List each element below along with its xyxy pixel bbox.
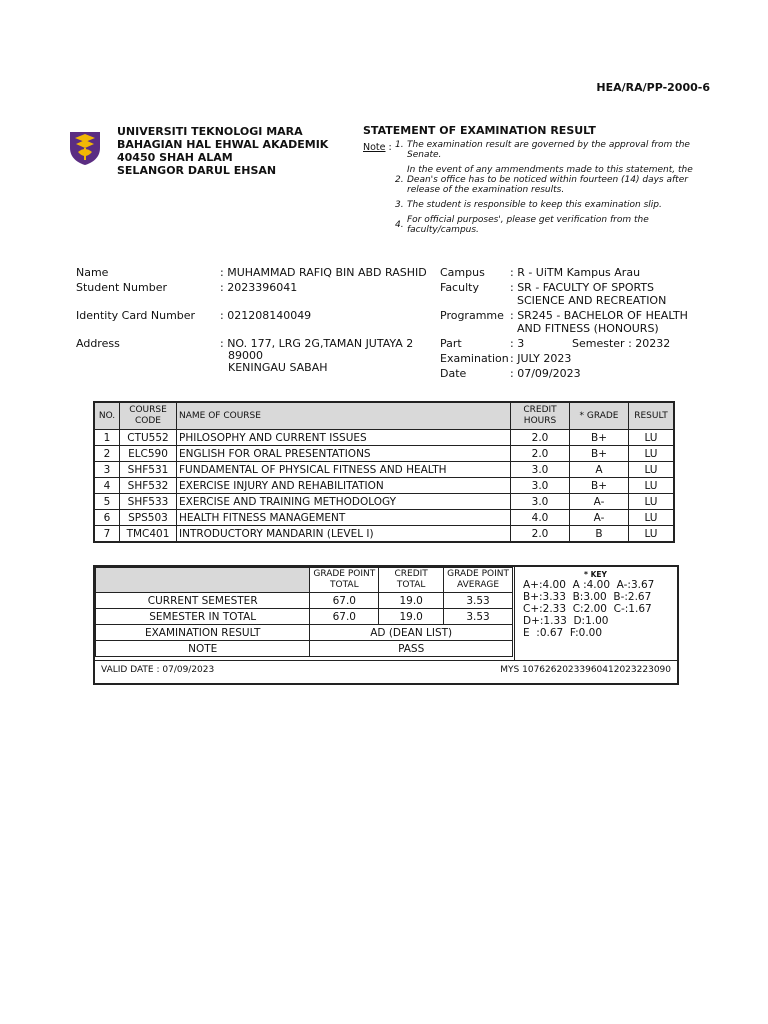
course-name: ENGLISH FOR ORAL PRESENTATIONS — [177, 446, 511, 462]
note-label: Note : — [363, 142, 392, 153]
summary-row — [96, 625, 513, 641]
course-code: SHF532 — [120, 478, 177, 494]
table-row — [94, 478, 674, 494]
summary-row — [96, 641, 513, 657]
faculty-line: : SR - FACULTY OF SPORTS — [510, 281, 655, 294]
course-no: 7 — [94, 526, 120, 543]
cell: 19.0 — [379, 593, 444, 609]
grade: B+ — [570, 446, 629, 462]
summary-header-row — [96, 568, 513, 593]
address-label: Address — [76, 337, 120, 350]
ic-label: Identity Card Number — [76, 309, 196, 322]
key-title: * KEY — [584, 570, 607, 579]
note-item: 1. The examination result are governed by the approval from the Senate. — [395, 140, 690, 160]
result: LU — [629, 510, 675, 526]
col-header: GRADE POINT TOTAL — [310, 568, 379, 593]
result: LU — [629, 478, 675, 494]
address-line: 89000 — [228, 349, 263, 362]
institution-line: 40450 SHAH ALAM — [117, 151, 233, 164]
institution-address — [117, 125, 328, 177]
course-name: EXERCISE INJURY AND REHABILITATION — [177, 478, 511, 494]
validity-footer — [95, 660, 677, 682]
course-no: 1 — [94, 430, 120, 446]
key-row: A+:4.00 A :4.00 A-:3.67 — [523, 579, 655, 591]
institution-line: UNIVERSITI TEKNOLOGI MARA — [117, 125, 303, 138]
summary-row — [96, 609, 513, 625]
part: : 3 — [510, 337, 525, 350]
faculty-label: Faculty — [440, 281, 479, 294]
statement-title: STATEMENT OF EXAMINATION RESULT — [363, 124, 596, 137]
key-row: E :0.67 F:0.00 — [523, 627, 603, 639]
course-code: ELC590 — [120, 446, 177, 462]
institution-line: BAHAGIAN HAL EHWAL AKADEMIK — [117, 138, 329, 151]
grade: A- — [570, 510, 629, 526]
part-label: Part — [440, 337, 462, 350]
cell: 19.0 — [379, 609, 444, 625]
summary-row — [96, 593, 513, 609]
row-label: EXAMINATION RESULT — [96, 625, 310, 641]
result: LU — [629, 494, 675, 510]
faculty-line: SCIENCE AND RECREATION — [517, 294, 667, 307]
col-header: CREDIT TOTAL — [379, 568, 444, 593]
credit-hours: 4.0 — [511, 510, 570, 526]
credit-hours: 3.0 — [511, 494, 570, 510]
date-label: Date — [440, 367, 467, 380]
result: LU — [629, 526, 675, 543]
document-reference: HEA/RA/PP-2000-6 — [596, 81, 710, 94]
blank-header — [96, 568, 310, 593]
course-code: TMC401 — [120, 526, 177, 543]
uitm-crest-icon — [68, 130, 102, 166]
note-value: PASS — [310, 641, 513, 657]
course-name: HEALTH FITNESS MANAGEMENT — [177, 510, 511, 526]
grade: B — [570, 526, 629, 543]
course-code: CTU552 — [120, 430, 177, 446]
col-header: CREDIT HOURS — [511, 402, 570, 430]
grade: A — [570, 462, 629, 478]
course-no: 3 — [94, 462, 120, 478]
col-header: * GRADE — [570, 402, 629, 430]
programme-line: : SR245 - BACHELOR OF HEALTH — [510, 309, 688, 322]
result: LU — [629, 446, 675, 462]
exam-result: AD (DEAN LIST) — [310, 625, 513, 641]
table-header-row — [94, 402, 674, 430]
result: LU — [629, 462, 675, 478]
cell: 3.53 — [444, 609, 513, 625]
cell: 67.0 — [310, 609, 379, 625]
credit-hours: 2.0 — [511, 526, 570, 543]
table-row — [94, 462, 674, 478]
key-row: B+:3.33 B:3.00 B-:2.67 — [523, 591, 652, 603]
col-header: GRADE POINT AVERAGE — [444, 568, 513, 593]
table-row — [94, 446, 674, 462]
serial-number: MYS 10762620233960412023223090 — [500, 665, 671, 675]
examination: : JULY 2023 — [510, 352, 572, 365]
notes-list — [395, 140, 715, 240]
courses-table — [93, 401, 675, 543]
cell: 67.0 — [310, 593, 379, 609]
credit-hours: 2.0 — [511, 430, 570, 446]
grade: A- — [570, 494, 629, 510]
course-name: FUNDAMENTAL OF PHYSICAL FITNESS AND HEALTH — [177, 462, 511, 478]
grade-key — [514, 567, 676, 660]
course-code: SHF533 — [120, 494, 177, 510]
address-line: : NO. 177, LRG 2G,TAMAN JUTAYA 2 — [220, 337, 414, 350]
col-header: NO. — [94, 402, 120, 430]
key-row: C+:2.33 C:2.00 C-:1.67 — [523, 603, 652, 615]
table-row — [94, 430, 674, 446]
table-row — [94, 494, 674, 510]
course-name: PHILOSOPHY AND CURRENT ISSUES — [177, 430, 511, 446]
student-number: : 2023396041 — [220, 281, 298, 294]
summary-panel — [93, 565, 679, 685]
summary-table — [95, 567, 513, 657]
name-label: Name — [76, 266, 109, 279]
note-item: 3. The student is responsible to keep this examination slip. — [395, 200, 662, 210]
row-label: SEMESTER IN TOTAL — [96, 609, 310, 625]
col-header: COURSE CODE — [120, 402, 177, 430]
key-row: D+:1.33 D:1.00 — [523, 615, 609, 627]
note-item: 4. For official purposes', please get verification from the faculty/campus. — [395, 215, 649, 235]
credit-hours: 3.0 — [511, 478, 570, 494]
examination-label: Examination — [440, 352, 509, 365]
table-row — [94, 526, 674, 543]
result: LU — [629, 430, 675, 446]
campus: : R - UiTM Kampus Arau — [510, 266, 641, 279]
ic-number: : 021208140049 — [220, 309, 312, 322]
student-number-label: Student Number — [76, 281, 167, 294]
col-header: NAME OF COURSE — [177, 402, 511, 430]
credit-hours: 3.0 — [511, 462, 570, 478]
campus-label: Campus — [440, 266, 485, 279]
col-header: RESULT — [629, 402, 675, 430]
row-label: CURRENT SEMESTER — [96, 593, 310, 609]
programme-label: Programme — [440, 309, 504, 322]
address-line: KENINGAU SABAH — [228, 361, 328, 374]
note-item: 2. In the event of any ammendments made to this statement, the Dean's office has to be noticed within fourteen (14) days after release of the examination results. — [395, 165, 693, 195]
course-code: SPS503 — [120, 510, 177, 526]
grade: B+ — [570, 430, 629, 446]
cell: 3.53 — [444, 593, 513, 609]
credit-hours: 2.0 — [511, 446, 570, 462]
course-name: EXERCISE AND TRAINING METHODOLOGY — [177, 494, 511, 510]
student-name: : MUHAMMAD RAFIQ BIN ABD RASHID — [220, 266, 427, 279]
valid-date: VALID DATE : 07/09/2023 — [101, 665, 215, 675]
table-row — [94, 510, 674, 526]
date: : 07/09/2023 — [510, 367, 581, 380]
institution-line: SELANGOR DARUL EHSAN — [117, 164, 277, 177]
programme-line: AND FITNESS (HONOURS) — [517, 322, 659, 335]
course-name: INTRODUCTORY MANDARIN (LEVEL I) — [177, 526, 511, 543]
grade: B+ — [570, 478, 629, 494]
course-no: 2 — [94, 446, 120, 462]
course-no: 5 — [94, 494, 120, 510]
course-no: 4 — [94, 478, 120, 494]
row-label: NOTE — [96, 641, 310, 657]
course-code: SHF531 — [120, 462, 177, 478]
semester: Semester : 20232 — [572, 337, 671, 350]
course-no: 6 — [94, 510, 120, 526]
